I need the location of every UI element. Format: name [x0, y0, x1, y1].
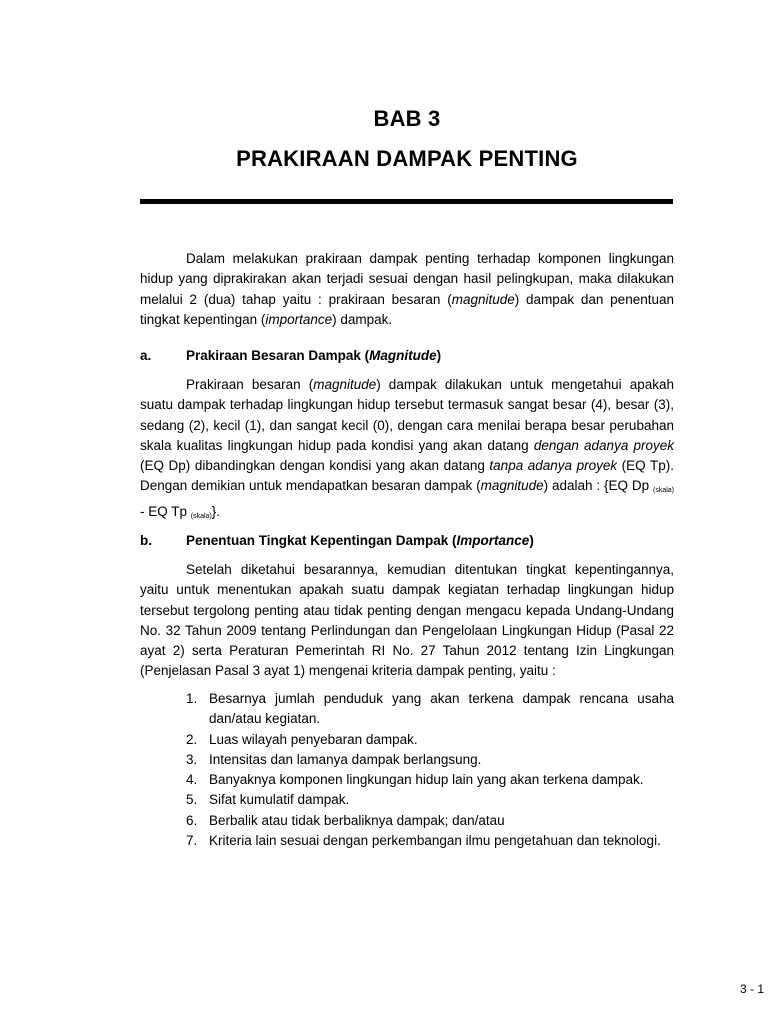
- section-b-title: Penentuan Tingkat Kepentingan Dampak (Importance): [186, 533, 534, 548]
- list-item: 6. Berbalik atau tidak berbaliknya dampak; dan/atau: [186, 812, 505, 828]
- list-item: 3. Intensitas dan lamanya dampak berlangsung.: [186, 751, 482, 767]
- section-a-title: Prakiraan Besaran Dampak (Magnitude): [186, 348, 442, 363]
- chapter-title: PRAKIRAAN DAMPAK PENTING: [236, 146, 578, 171]
- title-divider: [140, 199, 673, 204]
- section-b-paragraph: Setelah diketahui besarannya, kemudian ditentukan tingkat kepentingannya, yaitu untuk menentukan apakah suatu dampak kegiatan terhadap lingkungan hidup tersebut tergolong penting atau tidak penting dengan mengacu kepada Undang-Undang No. 32 Tahun 2009 tentang Perlindungan dan Pengelolaan Lingkungan Hidup (Pasal 22 ayat 2) serta Peraturan Pemerintah RI No. 27 Tahun 2012 tentang Izin Lingkungan (Penjelasan Pasal 3 ayat 1) mengenai kriteria dampak penting, yaitu :: [140, 562, 674, 679]
- chapter-number: BAB 3: [373, 106, 441, 131]
- criteria-list: [186, 689, 674, 851]
- list-item: 2. Luas wilayah penyebaran dampak.: [186, 731, 418, 747]
- list-item: 4. Banyaknya komponen lingkungan hidup lain yang akan terkena dampak.: [186, 772, 644, 788]
- section-b-letter: b.: [140, 533, 152, 548]
- list-item: 5. Sifat kumulatif dampak.: [186, 792, 350, 808]
- subscript-skala: (skala): [653, 487, 675, 495]
- subscript-skala: (skala): [190, 512, 212, 520]
- list-item: 7. Kriteria lain sesuai dengan perkembangan ilmu pengetahuan dan teknologi.: [186, 833, 661, 849]
- list-item: 1. Besarnya jumlah penduduk yang akan terkena dampak rencana usaha dan/atau kegiatan.: [186, 691, 674, 727]
- intro-paragraph: Dalam melakukan prakiraan dampak penting terhadap komponen lingkungan hidup yang diprakirakan akan terjadi sesuai dengan hasil pelingkupan, maka dilakukan melalui 2 (dua) tahap yaitu : prakiraan besaran (magnitude) dampak dan penentuan tingkat kepentingan (importance) dampak.: [140, 251, 674, 327]
- section-a-paragraph: Prakiraan besaran (magnitude) dampak dilakukan untuk mengetahui apakah suatu dampak terhadap lingkungan hidup tersebut termasuk sangat besar (4), besar (3), sedang (2), kecil (1), dan sangat kecil (0), dengan cara menilai berapa besar perubahan skala kualitas lingkungan hidup pada kondisi yang akan datang dengan adanya proyek (EQ Dp) dibandingkan dengan kondisi yang akan datang tanpa adanya proyek (EQ Tp). Dengan demikian untuk mendapatkan besaran dampak (magnitude) adalah : {EQ Dp $_{(skala)}$ - EQ Tp $_{(skala)}$}.: [140, 377, 675, 520]
- page-number: 3 - 1: [740, 982, 765, 996]
- section-a-letter: a.: [140, 348, 152, 363]
